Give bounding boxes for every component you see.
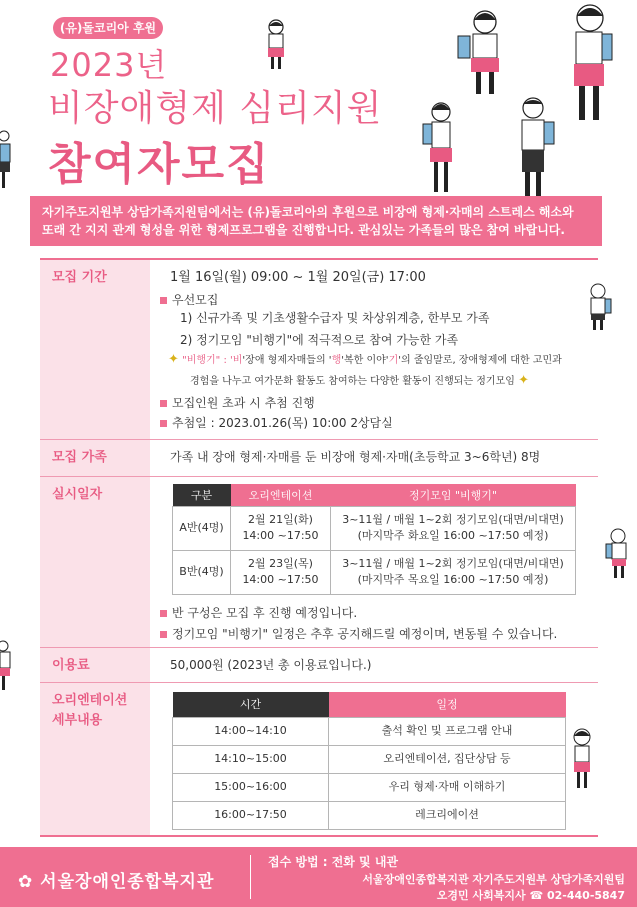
- item-cell: 출석 확인 및 프로그램 안내: [329, 717, 566, 745]
- contact-info: 오경민 사회복지사 ☎ 02-440-5847: [436, 889, 625, 902]
- draw-date: 추첨일 : 2023.01.26(목) 10:00 2상담실: [160, 414, 393, 431]
- title-year: 2023년: [50, 46, 168, 84]
- page-title: 참여자모집: [48, 139, 271, 190]
- time-cell: 14:10~15:00: [173, 745, 329, 773]
- footer-divider: [250, 855, 251, 899]
- kid-illustration-icon: [0, 130, 14, 190]
- section-label-target: 모집 가족: [40, 440, 150, 476]
- label-line: 세부내용: [52, 713, 103, 728]
- kid-illustration-icon: [420, 100, 462, 196]
- sparkle-icon: ✦: [168, 352, 179, 367]
- program-name-note-cont: 경험을 나누고 여가문화 활동도 참여하는 다양한 활동이 진행되는 정기모임 ✦: [190, 373, 529, 388]
- orientation-table: [172, 692, 566, 830]
- apply-method: 접수 방법 : 전화 및 내관: [268, 855, 399, 869]
- table-header: 구분: [173, 484, 231, 506]
- bullet-icon: [160, 631, 167, 638]
- section-divider: [40, 835, 598, 837]
- priority-item: 2) 정기모임 "비행기"에 적극적으로 참여 가능한 가족: [180, 333, 459, 347]
- table-row: [173, 773, 566, 801]
- bullet-icon: [160, 400, 167, 407]
- fee-text: 50,000원 (2023년 총 이용료입니다.): [170, 658, 372, 672]
- schedule-table: [172, 484, 576, 595]
- table-header: 정기모임 "비행기": [331, 484, 576, 506]
- ot-cell: 2월 23일(목) 14:00 ~17:50: [231, 550, 331, 594]
- table-header: 일정: [329, 692, 566, 717]
- item-cell: 오리엔테이션, 집단상담 등: [329, 745, 566, 773]
- program-name-note: ✦ "비행기" : '비'장애 형제자매들의 '행'복한 이야'기'의 줄임말로, 장애형제에 대한 고민과: [168, 352, 562, 367]
- sparkle-icon: ✦: [518, 373, 529, 388]
- item-cell: 우리 형제·자매 이해하기: [329, 773, 566, 801]
- label-line: 오리엔테이션: [52, 693, 128, 708]
- section-label-period: 모집 기간: [40, 260, 150, 440]
- kid-illustration-icon: [568, 728, 596, 792]
- intro-banner: [30, 196, 602, 246]
- regular-cell: 3~11월 / 매월 1~2회 정기모임(대면/비대면) (마지막주 목요일 16:00 ~17:50 예정): [331, 550, 576, 594]
- item-cell: 레크리에이션: [329, 801, 566, 829]
- oversubscribed-note: 모집인원 초과 시 추첨 진행: [160, 394, 315, 411]
- kid-illustration-icon: [510, 96, 556, 200]
- kid-illustration-icon: [455, 8, 519, 100]
- section-label-orientation: [40, 683, 150, 835]
- priority-title: 우선모집: [160, 291, 218, 308]
- group-cell: A반(4명): [173, 506, 231, 550]
- table-row: [173, 801, 566, 829]
- org-logo: ✿ 서울장애인종합복지관: [18, 872, 215, 892]
- dept-name: 서울장애인종합복지관 자기주도지원부 상담가족지원팀: [362, 873, 625, 886]
- bullet-icon: [160, 610, 167, 617]
- table-header: 오리엔테이션: [231, 484, 331, 506]
- bullet-icon: [160, 297, 167, 304]
- recruit-dates: 1월 16일(월) 09:00 ~ 1월 20일(금) 17:00: [170, 270, 426, 285]
- schedule-note: 반 구성은 모집 후 진행 예정입니다.: [160, 604, 357, 621]
- intro-line: 또래 간 지지 관계 형성을 위한 형제프로그램을 진행합니다. 관심있는 가족들의 많은 참여 바랍니다.: [42, 223, 565, 237]
- regular-cell: 3~11월 / 매월 1~2회 정기모임(대면/비대면) (마지막주 화요일 16:00 ~17:50 예정): [331, 506, 576, 550]
- table-row: [173, 717, 566, 745]
- time-cell: 16:00~17:50: [173, 801, 329, 829]
- group-cell: B반(4명): [173, 550, 231, 594]
- table-header: 시간: [173, 692, 329, 717]
- kid-illustration-icon: [0, 640, 12, 694]
- title-subject: 비장애형제 심리지원: [48, 88, 383, 129]
- table-row: [173, 745, 566, 773]
- section-label-fee: 이용료: [40, 648, 150, 682]
- schedule-note: 정기모임 "비행기" 일정은 추후 공지해드릴 예정이며, 변동될 수 있습니다.: [160, 625, 557, 642]
- kid-illustration-icon: [560, 2, 620, 132]
- table-row: [173, 550, 576, 594]
- target-text: 가족 내 장애 형제·자매를 둔 비장애 형제·자매(초등학교 3~6학년) 8명: [170, 450, 541, 464]
- ot-cell: 2월 21일(화) 14:00 ~17:50: [231, 506, 331, 550]
- intro-line: 자기주도지원부 상담가족지원팀에서는 (유)돌코리아의 후원으로 비장애 형제·자매의 스트레스 해소와: [42, 205, 574, 219]
- kid-illustration-icon: [605, 528, 631, 580]
- section-label-schedule: 실시일자: [40, 477, 150, 647]
- priority-item: 1) 신규가족 및 기초생활수급자 및 차상위계층, 한부모 가족: [180, 311, 490, 325]
- logo-icon: ✿: [18, 872, 34, 892]
- bullet-icon: [160, 420, 167, 427]
- kid-illustration-icon: [583, 283, 613, 331]
- time-cell: 15:00~16:00: [173, 773, 329, 801]
- kid-illustration-icon: [262, 18, 290, 72]
- sponsor-badge: (유)돌코리아 후원: [53, 17, 163, 39]
- table-row: [173, 506, 576, 550]
- footer: [0, 847, 637, 907]
- time-cell: 14:00~14:10: [173, 717, 329, 745]
